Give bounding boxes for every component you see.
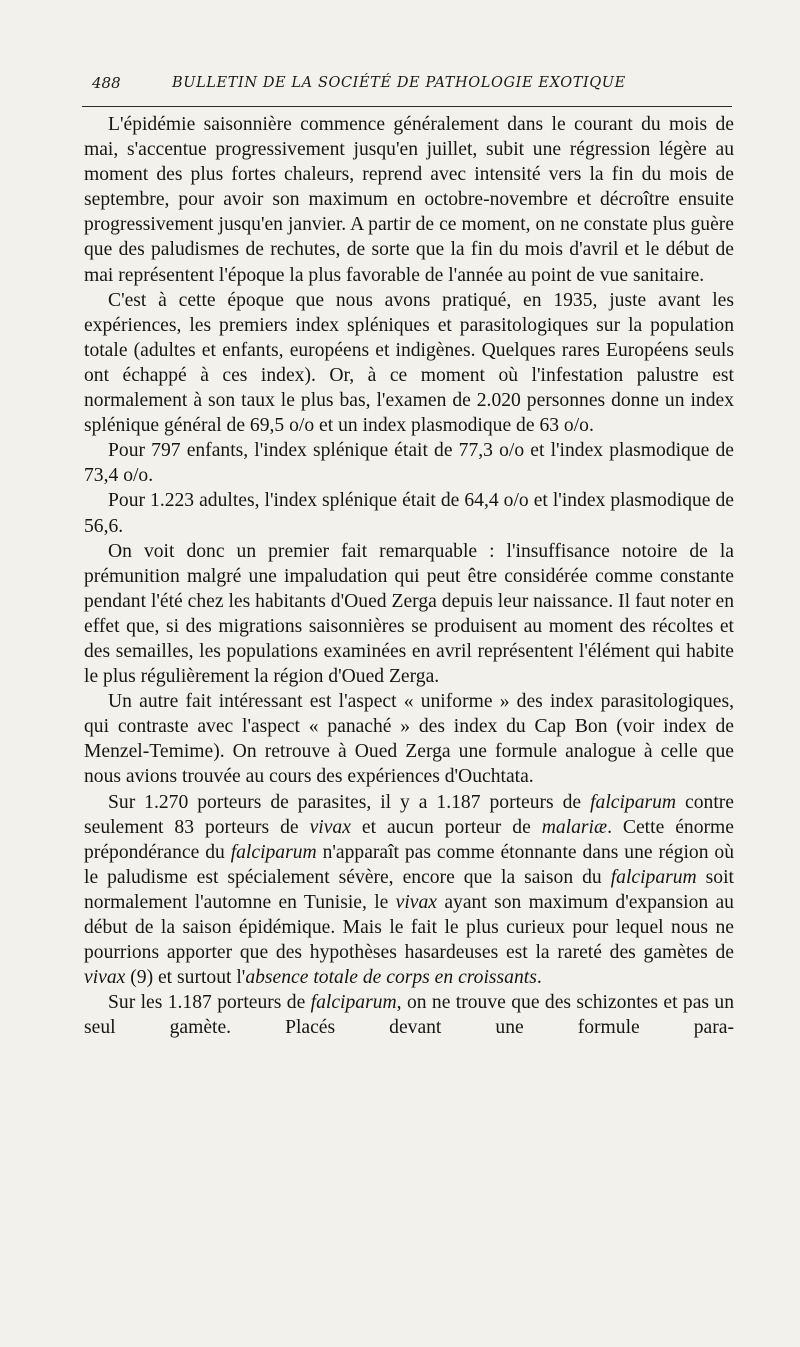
text-segment: Sur 1.270 porteurs de parasites, il y a 1.187 porteurs de [108,791,591,813]
paragraph-porteurs [84,790,734,991]
page-header [92,70,732,100]
italic-term: falciparum [590,791,677,813]
header-rule [82,106,732,107]
paragraph-adultes: Pour 1.223 adultes, l'index splénique était de 64,4 o/o et l'index plasmodique de 56,6. [84,490,734,537]
italic-term: absence totale de corps en croissants [245,967,537,989]
paragraph-epidemie: L'épidémie saisonnière commence généralement dans le courant du mois de mai, s'accentue progressivement jusqu'en juillet, subit une régression légère au moment des plus fortes chaleurs, reprend avec intensité vers la fin du mois de septembre, pour avoir son maximum en octobre-novembre et décroître ensuite progressivement jusqu'en janvier. A partir de ce moment, on ne constate plus guère que des paludismes de rechutes, de sorte que la fin du mois d'avril et le début de mai représentent l'époque la plus favorable de l'année au point de vue sanitaire. [84,114,734,286]
text-segment: contre seulement 83 porteurs de [84,791,734,838]
text-segment: . Cette énorme prépondérance du [84,816,734,863]
paragraph-enfants: Pour 797 enfants, l'index splénique était de 77,3 o/o et l'index plasmodique de 73,4 o/o. [84,440,734,487]
text-segment: Sur les 1.187 porteurs de [108,992,311,1014]
text-segment: soit normalement l'automne en Tunisie, le [84,866,734,913]
article-body [84,112,734,1040]
paragraph-index-spleniques: C'est à cette époque que nous avons pratiqué, en 1935, juste avant les expériences, les premiers index spléniques et parasitologiques sur la population totale (adultes et enfants, européens et indigènes. Quelques rares Européens seuls ont échappé à ces index). Or, à ce moment où l'infestation palustre est normalement à son taux le plus bas, l'examen de 2.020 personnes donne un index splénique général de 69,5 o/o et un index plasmodique de 63 o/o. [84,289,734,437]
italic-term: vivax [309,816,351,838]
text-segment: ayant son maximum d'expansion au début de la saison épidémique. Mais le fait le plus curieux pour lequel nous ne pourrions apporter que des hypothèses hasardeuses est la rareté des gamètes de [84,891,734,964]
text-segment: . [536,967,542,989]
italic-term: falciparum [610,866,697,888]
italic-term: vivax [395,891,438,913]
italic-term: malariæ [541,816,608,838]
page-number: 488 [92,74,121,92]
running-title: BULLETIN DE LA SOCIÉTÉ DE PATHOLOGIE EXOTIQUE [172,75,626,91]
text-segment: , on ne trouve que des schizontes et pas un seul gamète. Placés devant une formule para- [84,992,734,1039]
paragraph-premunition: On voit donc un premier fait remarquable : l'insuffisance notoire de la prémunition malgré une impaludation qui peut être considérée comme constante pendant l'été chez les habitants d'Oued Zerga depuis leur naissance. Il faut noter en effet que, si des migrations saisonnières se produisent au moment des récoltes et des semailles, les populations examinées en avril représentent l'élément qui habite le plus régulièrement la région d'Oued Zerga. [84,540,734,688]
text-segment: n'apparaît pas comme étonnante dans une région où le paludisme est spécialement sévère, encore que la saison du [84,841,734,888]
italic-term: falciparum [310,992,397,1014]
paragraph-aspect-uniforme: Un autre fait intéressant est l'aspect « uniforme » des index parasitologiques, qui contraste avec l'aspect « panaché » des index du Cap Bon (voir index de Menzel-Temime). On retrouve à Oued Zerga une formule analogue à celle que nous avions trouvée au cours des expériences d'Ouchtata. [84,691,734,788]
text-segment: (9) et surtout l' [125,967,246,989]
paragraph-schizontes [84,990,734,1040]
text-segment: et aucun porteur de [350,816,542,838]
italic-term: vivax [84,967,126,989]
italic-term: falciparum [230,841,317,863]
